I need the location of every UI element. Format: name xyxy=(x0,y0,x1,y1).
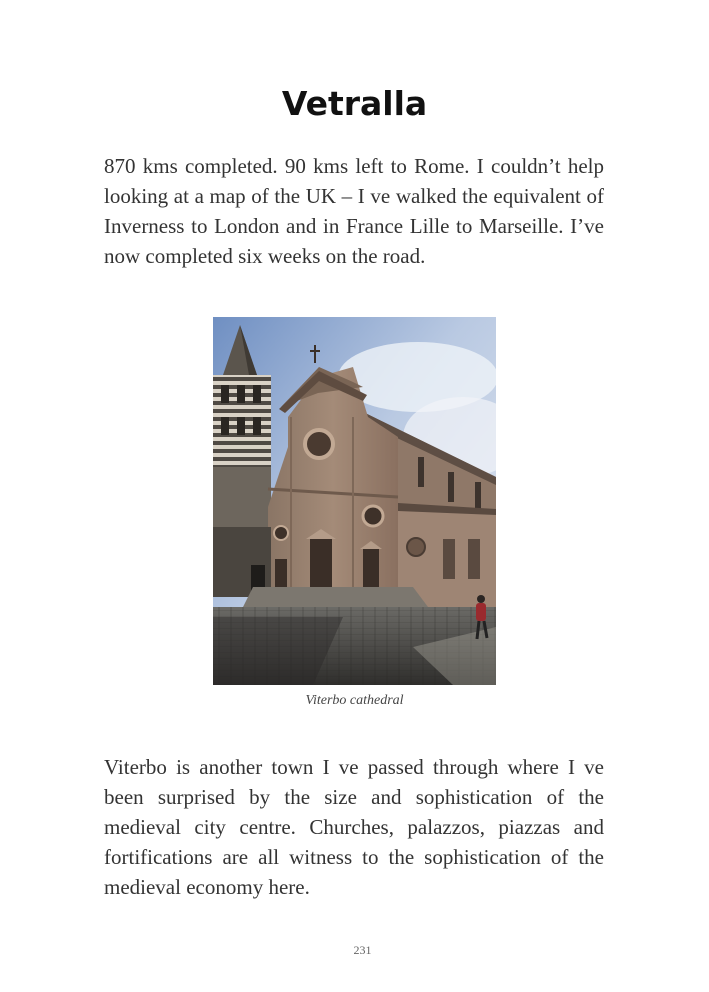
cathedral-photo xyxy=(213,317,496,685)
figure-caption: Viterbo cathedral xyxy=(305,693,404,708)
page-number: 231 xyxy=(353,943,372,957)
body-paragraph-2: Viterbo is another town I ve passed through where I ve been surprised by the size and sophistication of the medieval city centre. Churches, palazzos, piazzas and fortifications are all witness to the sophistication of the medieval economy here. xyxy=(104,755,604,899)
page-title: Vetralla xyxy=(281,84,428,123)
body-paragraph-1: 870 kms completed. 90 kms left to Rome. I couldn’t help looking at a map of the UK – I ve walked the equivalent of Inverness to London and in France Lille to Marseille. I’ve now completed six weeks on the road. xyxy=(104,154,604,268)
cathedral-illustration xyxy=(213,317,496,685)
